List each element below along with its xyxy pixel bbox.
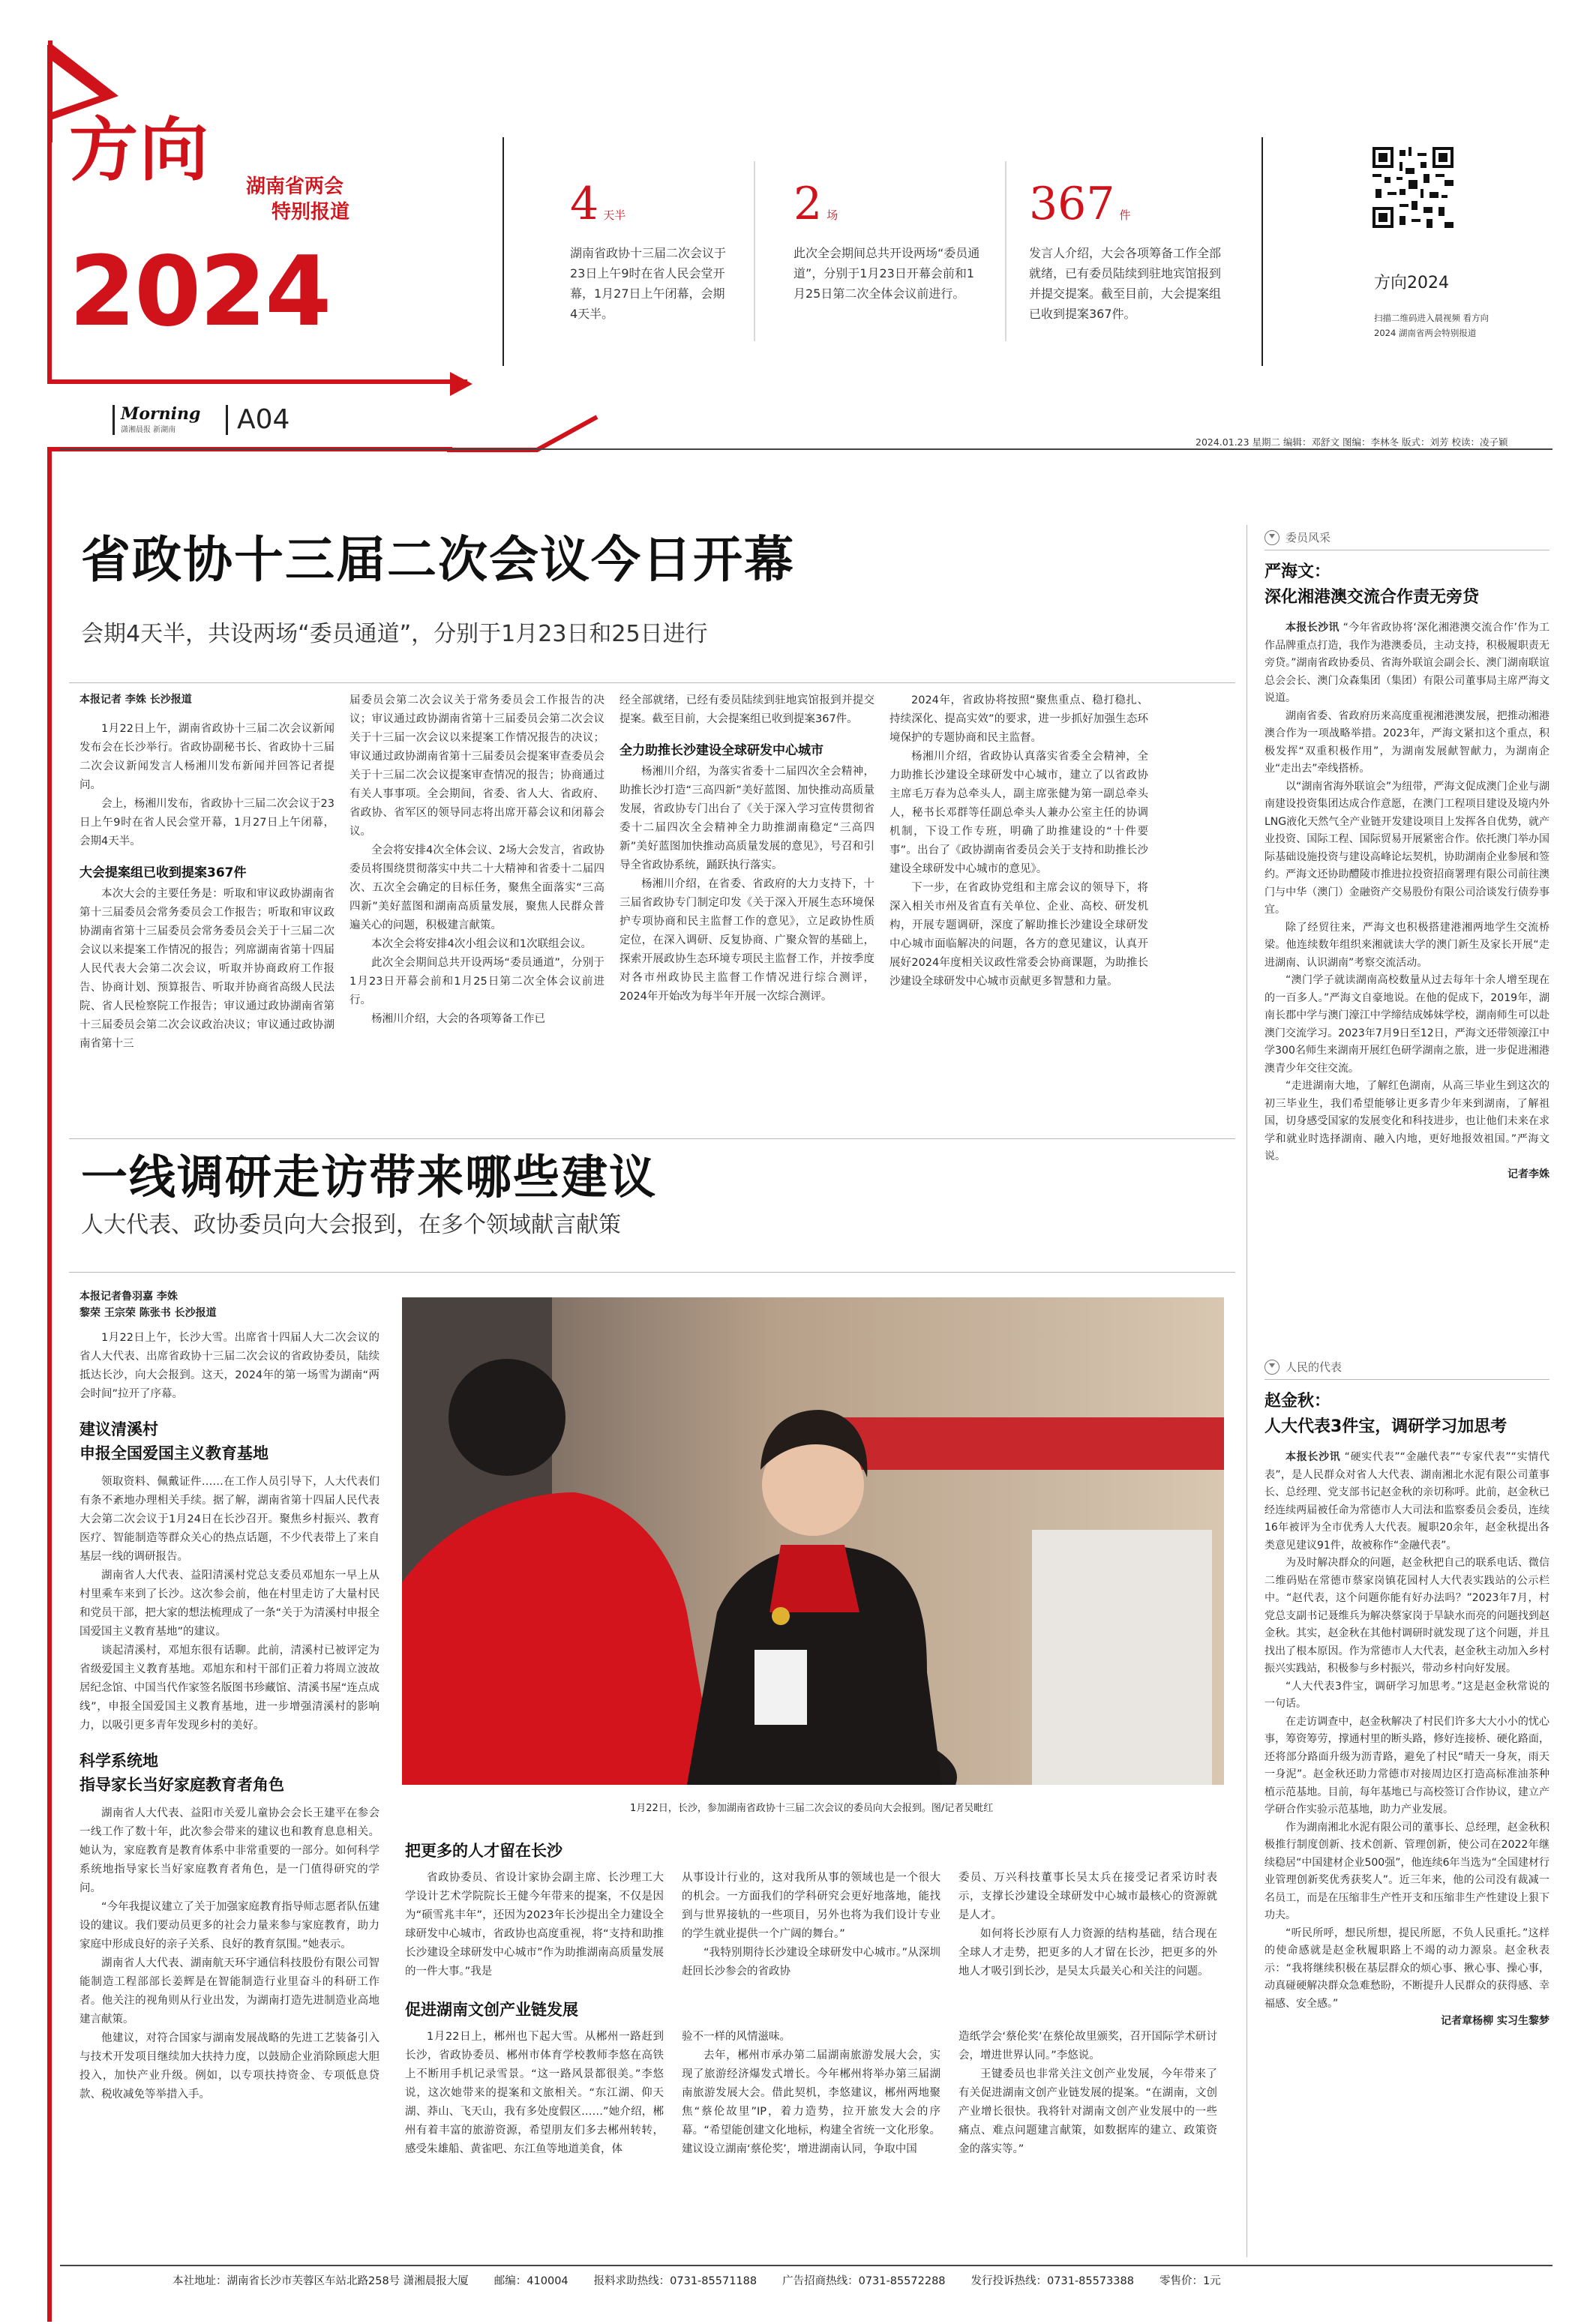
article1-para: 此次全会期间总共开设两场“委员通道”，分别于1月23日开幕会前和1月25日第二次全体会议前进行。 — [350, 957, 604, 1006]
article2-para: 湖南省人大代表、益阳市关爱儿童协会会长王建平在参会一线工作了数十年，此次参会带来的建议也和教育息息相关。她认为，家庭教育是教育体系中非常重要的一部分。如何科学系统地指导家长当好家庭教育者角色，是一门值得研究的学问。 — [80, 1807, 380, 1894]
article2-left-col — [80, 1288, 380, 2104]
section-tag-icon — [1264, 530, 1280, 545]
dateline: 2024.01.23 星期二 编辑：邓舒文 图编：李林冬 版式：刘芳 校读：凌子颖 — [1196, 436, 1508, 448]
article2-para: 从事设计行业的，这对我所从事的领域也是一个很大的机会。一方面我们的学科研究会更好地落地，能找到与世界接轨的一些项目，另外也将为我们设计专业的学生就业提供一个广阔的舞台。” — [682, 1872, 940, 1940]
article2-para: 1月22日上，郴州也下起大雪。从郴州一路赶到长沙，省政协委员、郴州市体育学校教师李悠在高铁上不断用手机记录雪景。“这一路风景都很美。”李悠说，这次她带来的提案和文旅相关。“东江湖、仰天湖、莽山、飞天山，我有多处度假区……”她介绍，郴州有着丰富的旅游资源，希望朋友们多去郴州转转，感受朱雄船、黄雀吧、东江鱼等地道美食，体 — [405, 2031, 664, 2155]
article2-lower — [405, 1839, 1222, 2159]
sidebar2-para: 作为湖南湘北水泥有限公司的董事长、总经理，赵金秋积极推行制度创新、技术创新、管理创新，使公司在2022年继续稳居“中国建材企业500强”，他连续6年当选为“全国建材行业管理创新奖优秀获奖人”。近三年来，他的公司没有裁减一名员工，而是在压缩非生产性开支和压缩非生产性建设上狠下功夫。 — [1264, 1821, 1550, 1921]
footer-price: 零售价：1元 — [1159, 2275, 1221, 2287]
masthead-title: 方向 — [69, 109, 211, 190]
article2-para: 湖南省人大代表、湖南航天环宇通信科技股份有限公司智能制造工程部部长姜辉是在智能制造行业里奋斗的科研工作者。他关注的视角则从行业出发，为湖南打造先进制造业高地建言献策。 — [80, 1957, 380, 2026]
article2-para: 谈起清溪村，邓旭东很有话聊。此前，清溪村已被评定为省级爱国主义教育基地。邓旭东和村干部们正着力将周立波故居纪念馆、中国当代作家签名版图书珍藏馆、清溪书屋“连点成线”，申报全国爱国主义教育基地，进一步增强清溪村的影响力，以吸引更多青年发现乡村的美好。 — [80, 1645, 380, 1732]
sidebar1-para: 湖南省委、省政府历来高度重视湘港澳发展，把推动湘港澳合作为一项战略举措。2023年，严海文紧扣这个重点，积极发挥“双重积极作用”，为湖南发展献智献力，为湖南企业“走出去”牵线搭桥。 — [1264, 709, 1550, 775]
stat-days-text: 湖南省政协十三届二次会议于23日上午9时在省人民会堂开幕，1月27日上午闭幕，会期4天半。 — [570, 246, 727, 321]
sidebar1-reporter: 记者李姝 — [1508, 1168, 1550, 1180]
stat-sessions — [794, 178, 981, 304]
stat-sessions-text: 此次全会期间总共开设两场“委员通道”，分别于1月23日开幕会前和1月25日第二次全体会议前进行。 — [794, 246, 980, 301]
article2-para: “今年我提议建立了关于加强家庭教育指导师志愿者队伍建设的建议。我们要动员更多的社会力量来参与家庭教育，助力家庭中形成良好的亲子关系、良好的教育氛围。”她表示。 — [80, 1901, 380, 1951]
badge-line1: 湖南省两会 — [246, 175, 344, 198]
page-number: A04 — [237, 404, 290, 435]
article2-para: 验不一样的风情滋味。 — [682, 2031, 790, 2043]
footer-ad-tel: 广告招商热线：0731-85572288 — [782, 2275, 946, 2287]
article2-para: 委员、万兴科技董事长吴太兵在接受记者采访时表示，支撑长沙建设全球研发中心城市最核心的资源就是人才。 — [958, 1872, 1217, 1921]
article1-para: 经全部就绪，已经有委员陆续到驻地宾馆报到并提交提案。截至目前，大会提案组已收到提案367件。 — [620, 694, 874, 725]
article2-para: 去年，郴州市承办第二届湖南旅游发展大会，实现了旅游经济爆发式增长。今年郴州将举办第三届湖南旅游发展大会。借此契机，李悠建议，郴州两地聚焦“蔡伦故里”IP，着力造势，拉开旅发大会的序幕。“希望能创建文化地标，构建全省统一文化形象。建议设立湖南‘蔡伦奖’，增进湖南认同，争取中国 — [682, 2050, 940, 2155]
footer-address: 本社地址：湖南省长沙市芙蓉区车站北路258号 潇湘晨报大厦 — [172, 2275, 469, 2287]
stat-proposals-text: 发言人介绍，大会各项筹备工作全部就绪，已有委员陆续到驻地宾馆报到并提交提案。截至目前，大会提案组已收到提案367件。 — [1029, 246, 1222, 321]
sidebar2-para: 在走访调查中，赵金秋解决了村民们许多大大小小的忧心事，筹资筹劳，撑通村里的断头路，修好连接桥、硬化路面，还将部分路面升级为沥青路，避免了村民“晴天一身灰，雨天一身泥”。赵金秋还助力常德市对接周边区打造高标准油茶种植示范基地。目前，每年基地已与高校签订合作协议，建立产学研合作实验示范基地，助力产业发展。 — [1264, 1715, 1550, 1816]
article2-para: 如何将长沙原有人力资源的结构基础，结合现在全球人才走势，把更多的人才留在长沙，把更多的外地人才吸引到长沙，是吴太兵最关心和关注的问题。 — [958, 1928, 1217, 1978]
sidebar2-name: 赵金秋： — [1264, 1392, 1331, 1411]
paper-logo-cn: 潇湘晨报 新湖南 — [121, 426, 176, 434]
sidebar1-para: “今年省政协将‘深化湘港澳交流合作’作为工作品牌重点打造，我作为港澳委员，主动支持，积极履职责无旁贷。”湖南省政协委员、省海外联谊会副会长、澳门湖南联谊总会会长、澳门众森集团（集团）有限公司董事局主席严海文说道。 — [1264, 622, 1550, 704]
masthead-year: 2024 — [69, 236, 331, 348]
article2-para: 1月22日上午，长沙大雪。出席省十四届人大二次会议的省人大代表、出席省政协十三届二次会议的省政协委员，陆续抵达长沙，向大会报到。这天，2024年的第一场雪为湖南“两会时间”拉开了序幕。 — [80, 1332, 380, 1400]
article2-para: 省政协委员、省设计家协会副主席、长沙理工大学设计艺术学院院长王健今年带来的提案，不仅是因为“硕雪兆丰年”，还因为2023年长沙提出全力建设全球研发中心城市，省政协也高度重视，将“支持和助推长沙建设全球研发中心城市”作为助推湖南高质量发展的一件大事。”我是 — [405, 1872, 664, 1978]
article2-byline2: 黎荣 王宗荣 陈张书 长沙报道 — [80, 1307, 217, 1319]
article2-para: 湖南省人大代表、益阳清溪村党总支委员邓旭东一早上从村里乘车来到了长沙。这次参会前，他在村里走访了大量村民和党员干部，把大家的想法梳理成了一条“关于为清溪村申报全国爱国主义教育基地”的建议。 — [80, 1570, 380, 1638]
article1-subhead: 会期4天半，共设两场“委员通道”，分别于1月23日和25日进行 — [81, 621, 708, 647]
article1-para: 下一步，在省政协党组和主席会议的领导下，将深入相关市州及省直有关单位、企业、高校、研发机构，开展专题调研，深度了解助推长沙建设全球研发中心城市面临解决的问题，各方的意见建议，认真开展好2024年度相关议政性常委会协商课题，为助推长沙建设全球研发中心城市贡献更多智慧和力量。 — [890, 882, 1148, 988]
article2-para: 领取资料、佩戴证件……在工作人员引导下，人大代表们有条不紊地办理相关手续。据了解，湖南省第十四届人民代表大会第二次会议于1月24日在长沙召开。聚焦乡村振兴、教育医疗、智能制造等群众关心的热点话题，不少代表带上了来自基层一线的调研报告。 — [80, 1476, 380, 1563]
sidebar1-tag — [1264, 529, 1550, 545]
article2-subhead: 人大代表、政协委员向大会报到，在多个领域献言献策 — [81, 1212, 621, 1238]
sidebar2-tag-label: 人民的代表 — [1286, 1360, 1342, 1374]
article2-para: 他建议，对符合国家与湖南发展战略的先进工艺装备引入与技术开发项目继续加大扶持力度，以鼓励企业消除顾虑大胆投入，加快产业升级。例如，以专项扶持资金、专项低息贷款、税收减免等举措入手。 — [80, 2032, 380, 2101]
paper-logo-text: Morning — [121, 404, 201, 424]
article2-headline: 一线调研走访带来哪些建议 — [81, 1150, 658, 1204]
sidebar2-para: “硬实代表”“金融代表”“专家代表”“实情代表”，是人民群众对省人大代表、湖南湘北水泥有限公司董事长、总经理、党支部书记赵金秋的亲切称呼。此前，赵金秋已经连续两届被任命为常德市人大司法和监察委员会委员，连续16年被评为全市优秀人大代表。履职20余年，赵金秋提出各类意见建议91件，故被称作“金融代表”。 — [1264, 1451, 1550, 1552]
article1-para: 杨湘川介绍，大会的各项筹备工作已 — [371, 1013, 545, 1025]
badge-line2: 特别报道 — [272, 201, 350, 223]
stat-proposals-unit: 件 — [1119, 208, 1131, 222]
stat-days — [570, 178, 728, 324]
footer — [172, 2272, 1545, 2288]
article1-byline: 本报记者 李姝 长沙报道 — [80, 694, 192, 706]
article1-para: 1月22日上午，湖南省政协十三届二次会议新闻发布会在长沙举行。省政协副秘书长、省政协十三届二次会议新闻发言人杨湘川发布新闻并回答记者提问。 — [80, 723, 334, 791]
red-left-margin — [47, 447, 52, 2322]
article2-para: “我特别期待长沙建设全球研发中心城市。”从深圳赶回长沙参会的省政协 — [682, 1947, 940, 1978]
sidebar2-tag — [1264, 1359, 1550, 1375]
sidebar2-byline: 本报长沙讯 — [1286, 1451, 1341, 1463]
qr-caption: 扫描二维码进入晨视频 看方向2024 湖南省两会特别报道 — [1374, 313, 1490, 338]
article2-sub2: 科学系统地 指导家长当好家庭教育者角色 — [80, 1752, 284, 1794]
article1-para: 本次全会将安排4次小组会议和1次联组会议。 — [371, 938, 592, 950]
article1-para: 杨湘川介绍，在省委、省政府的大力支持下，十三届省政协专门制定印发《关于深入开展生态环境保护专项协商和民主监督工作的意见》，立足政协性质定位，在深入调研、反复协商、广聚众智的基础上，探索开展政协生态环境专项民主监督工作，并按季度对各市州政协民主监督工作情况进行综合测评，2024年开始改为每半年开展一次综合测评。 — [620, 878, 874, 1003]
article1-para: 2024年，省政协将按照“聚焦重点、稳打稳扎、持续深化、提高实效”的要求，进一步抓好加强生态环境保护的专题协商和民主监督。 — [890, 694, 1148, 744]
sidebar-profile-1 — [1264, 529, 1550, 1181]
article1-para: 会上，杨湘川发布，省政协十三届二次会议于23日上午9时在省人民会堂开幕，1月27日上午闭幕，会期4天半。 — [80, 798, 334, 847]
qr-code-icon — [1372, 147, 1454, 228]
sidebar1-para: 除了经贸往来，严海文也积极搭建港湘两地学生交流桥梁。他连续数年组织来湘就读大学的澳门新生及家长开展“走进湖南、认识湖南”考察交流活动。 — [1264, 921, 1550, 969]
article1-para: 届委员会第二次会议关于常务委员会工作报告的决议；审议通过政协湖南省第十三届委员会第二次会议关于十三届一次会议以来提案工作情况报告的决议；审议通过政协湖南省第十三届委员会提案审查委员会关于十三届二次会议提案审查情况的报告；协商通过有关人事事项。全会期间，省委、省人大、省政府、省政协、省军区的领导同志将出席开幕会议和闭幕会议。 — [350, 694, 604, 838]
article1-para: 杨湘川介绍，为落实省委十二届四次全会精神，助推长沙打造“三高四新”美好蓝图、加快推动高质量发展，省政协专门出台了《关于深入学习宣传贯彻省委十二届四次全会精神全力助推湖南稳定“三高四新”美好蓝图加快推动高质量发展的意见》，号召和引导全省政协系统，踊跃执行落实。 — [620, 766, 874, 871]
article2-para: 王键委员也非常关注文创产业发展，今年带来了有关促进湖南文创产业链发展的提案。“在湖南，文创产业增长很快。我将针对湖南文创产业发展中的一些痛点、难点问题建言献策，如数据库的建立、政策资金的落实等。” — [958, 2068, 1217, 2155]
stat-sessions-unit: 场 — [826, 208, 838, 222]
stat-proposals — [1029, 178, 1232, 324]
article2-para: 造纸学会‘蔡伦奖’在蔡伦故里颁奖，召开国际学术研讨会，增进世界认同。”李悠说。 — [958, 2031, 1217, 2062]
sidebar1-para: “走进湖南大地，了解红色湖南，从高三毕业生到这次的初三毕业生，我们希望能够让更多青少年来到湖南，了解祖国，切身感受国家的发展变化和科技进步，也让他们未来在求学和就业时选择湖南、融入内地，更好地报效祖国。”严海文说。 — [1264, 1080, 1550, 1162]
sidebar2-para: “人大代表3件宝，调研学习加思考。”这是赵金秋常说的一句话。 — [1264, 1680, 1550, 1710]
footer-postcode: 邮编：410004 — [494, 2275, 568, 2287]
paper-logo — [112, 405, 228, 435]
article1-col3 — [620, 691, 874, 1006]
sidebar2-title: 人大代表3件宝，调研学习加思考 — [1264, 1417, 1508, 1436]
article1-para: 全会将安排4次全体会议、2场大会发言，省政协委员将围绕贯彻落实中共二十大精神和省委十二届四次、五次全会确定的目标任务，聚焦全面落实“三高四新”美好蓝图和湖南高质量发展，聚焦人民群众普遍关心的问题，积极建言献策。 — [350, 844, 604, 931]
article1-col4 — [890, 691, 1148, 991]
qr-label: 方向2024 — [1374, 274, 1449, 292]
sidebar2-para: “听民所呼，想民所想，提民所愿，不负人民重托。”这样的使命感就是赵金秋履职路上不竭的动力源泉。赵金秋表示：“我将继续积极在基层群众的烦心事、揪心事、操心事，动真碰硬解决群众急难愁盼，不断提升人民群众的获得感、幸福感、安全感。” — [1264, 1927, 1550, 2010]
news-photo — [402, 1297, 1224, 1785]
section-tag-icon — [1264, 1360, 1280, 1375]
sidebar1-name: 严海文： — [1264, 562, 1331, 581]
sidebar2-para: 为及时解决群众的问题，赵金秋把自己的联系电话、微信二维码贴在常德市蔡家岗镇花园村人大代表实践站的公示栏中。“赵代表，这个问题你能有好办法吗？”2023年7月，村党总支副书记聂维兵为解决蔡家岗于旱缺水而亮的问题找到赵金秋。其实，赵金秋在其他村调研时就发现了这个问题，并且找出了根本原因。作为常德市人大代表，赵金秋主动加入乡村振兴实践站，积极参与乡村振兴，带动乡村向好发展。 — [1264, 1557, 1550, 1675]
article1-headline: 省政协十三届二次会议今日开幕 — [81, 530, 795, 589]
red-frame-bottom — [47, 379, 467, 384]
footer-dist-tel: 发行投诉热线：0731-85573388 — [970, 2275, 1134, 2287]
sidebar2-reporter: 记者章杨柳 实习生黎梦 — [1441, 2015, 1550, 2027]
article2-sub4: 促进湖南文创产业链发展 — [405, 2001, 578, 2019]
article1-sub2: 全力助推长沙建设全球研发中心城市 — [620, 743, 824, 758]
footer-news-tel: 报料求助热线：0731-85571188 — [593, 2275, 758, 2287]
stat-proposals-number: 367 — [1029, 178, 1115, 230]
stat-days-number: 4 — [570, 178, 599, 230]
article2-sub3: 把更多的人才留在长沙 — [405, 1842, 562, 1860]
article1-col2 — [350, 691, 604, 1029]
sidebar1-tag-label: 委员风采 — [1286, 531, 1331, 544]
sidebar-profile-2 — [1264, 1359, 1550, 2028]
red-frame-left — [47, 45, 52, 384]
news-photo-illustration — [402, 1297, 1224, 1785]
sidebar1-para: 以“湖南省海外联谊会”为纽带，严海文促成澳门企业与湖南建设投资集团达成合作意愿，在澳门工程项目建设及境内外LNG液化天然气全产业链开发建设项目上发挥各自优势，就产业投资、国际工程、国际贸易开展紧密合作。依托澳门举办国际基础设施投资与建设高峰论坛契机，协助湖南企业参展和签约。严海文还协助醴陵市推进拉投资招商署理有限公司前往澳门与中华（澳门）金融资产交易股份有限公司洽谈发行债券事宜。 — [1264, 780, 1550, 916]
photo-caption: 1月22日，长沙，参加湖南省政协十三届二次会议的委员向大会报到。图/记者吴毗红 — [630, 1803, 994, 1814]
sidebar1-byline: 本报长沙讯 — [1286, 622, 1340, 634]
article1-para: 本次大会的主要任务是：听取和审议政协湖南省第十三届委员会常务委员会工作报告；听取和审议政协湖南省第十三届委员会常务委员会关于十三届二次会议以来提案工作情况的报告；列席湖南省第十四届人民代表大会第二次会议，听取并协商政府工作报告、协商计划、预算报告、听取并协商省高级人民法院、省人民检察院工作报告；审议通过政协湖南省第十三届委员会第二次会议政治决议；审议通过政协湖南省第十三 — [80, 888, 334, 1050]
sidebar1-title: 深化湘港澳交流合作责无旁贷 — [1264, 588, 1480, 607]
article2-sub1: 建议清溪村 申报全国爱国主义教育基地 — [80, 1420, 268, 1462]
arrow-icon — [450, 367, 498, 397]
article1-para: 杨湘川介绍，省政协认真落实省委全会精神，全力助推长沙建设全球研发中心城市，建立了以省政协主席毛万春为总牵头人，副主席张健为第一副总牵头人，秘书长邓群等任副总牵头人兼办公室主任的协调机制，下设工作专班，明确了助推建设的“十件要事”。出台了《政协湖南省委员会关于支持和助推长沙建设全球研发中心城市的意见》。 — [890, 751, 1148, 875]
stat-days-unit: 天半 — [603, 208, 626, 222]
article1-sub1: 大会提案组已收到提案367件 — [80, 865, 247, 880]
article2-byline1: 本报记者鲁羽嘉 李姝 — [80, 1291, 178, 1303]
stat-sessions-number: 2 — [794, 178, 823, 230]
article1-col1 — [80, 691, 334, 1054]
sidebar1-para: “澳门学子就读湖南高校数量从过去每年十余人增至现在的一百多人。”严海文自豪地说。在他的促成下，2019年，湖南长郡中学与澳门濠江中学缔结成姊妹学校，湖南师生可以赴澳门交流学习。2023年7月9日至12日，严海文还带领濠江中学300名师生来湖南开展红色研学湖南之旅，进一步促进湘港澳青少年交往交流。 — [1264, 974, 1550, 1075]
